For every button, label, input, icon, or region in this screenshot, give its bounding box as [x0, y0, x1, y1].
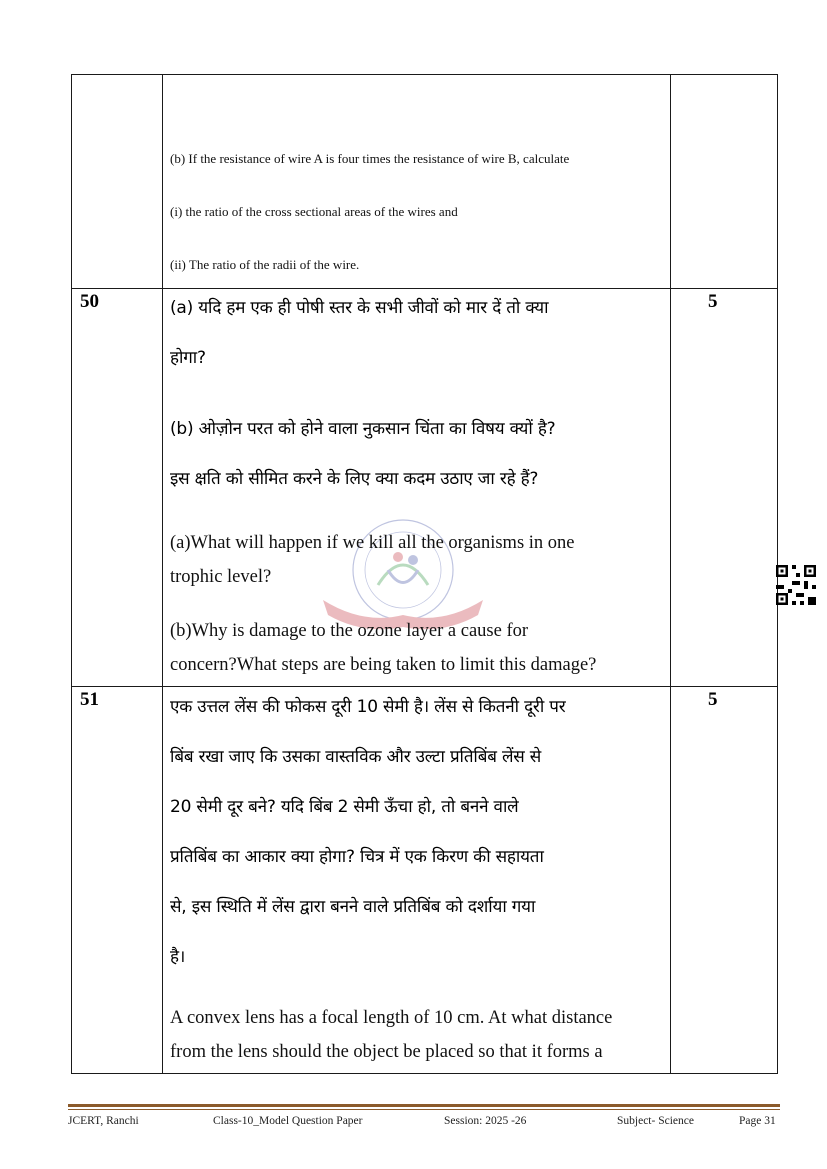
- footer-rule: [68, 1104, 780, 1107]
- q51-english-line2: from the lens should the object be placed so that it forms a: [170, 1042, 603, 1062]
- q51-english-line1: A convex lens has a focal length of 10 cm. At what distance: [170, 1008, 613, 1028]
- qr-code: [776, 565, 816, 605]
- q50-english-b-line2: concern?What steps are being taken to limit this damage?: [170, 655, 597, 675]
- q50-english-b-line1: (b)Why is damage to the ozone layer a cause for: [170, 621, 529, 641]
- column-divider-marks: [670, 74, 671, 1074]
- footer-paper-title: Class-10_Model Question Paper: [213, 1115, 363, 1127]
- table-border-left: [71, 74, 72, 1074]
- footer-page-number: Page 31: [739, 1115, 776, 1127]
- q50-hindi-b-line2: इस क्षति को सीमित करने के लिए क्या कदम उठाए जा रहे हैं?: [170, 469, 539, 489]
- row-divider-50: [71, 288, 778, 289]
- prev-question-part-i: (i) the ratio of the cross sectional areas of the wires and: [170, 204, 458, 219]
- q50-hindi-b-line1: (b) ओज़ोन परत को होने वाला नुकसान चिंता का विषय क्यों है?: [170, 419, 556, 439]
- footer-subject: Subject- Science: [617, 1115, 694, 1127]
- table-border-bottom: [71, 1073, 778, 1074]
- column-divider-number: [162, 74, 163, 1074]
- prev-question-part-ii: (ii) The ratio of the radii of the wire.: [170, 257, 360, 272]
- question-number-50: 50: [80, 291, 99, 312]
- q51-hindi-line2: बिंब रखा जाए कि उसका वास्तविक और उल्टा प्रतिबिंब लेंस से: [170, 747, 542, 767]
- q50-english-a-line2: trophic level?: [170, 567, 272, 587]
- prev-question-part-b: (b) If the resistance of wire A is four times the resistance of wire B, calculate: [170, 151, 570, 166]
- footer-session: Session: 2025 -26: [444, 1115, 527, 1127]
- table-border-top: [71, 74, 778, 75]
- q51-hindi-line4: प्रतिबिंब का आकार क्या होगा? चित्र में एक किरण की सहायता: [170, 847, 544, 867]
- q51-hindi-line5: से, इस स्थिति में लेंस द्वारा बनने वाले प्रतिबिंब को दर्शाया गया: [170, 897, 536, 917]
- q51-hindi-line1: एक उत्तल लेंस की फोकस दूरी 10 सेमी है। लेंस से कितनी दूरी पर: [170, 697, 566, 717]
- q50-hindi-a-line1: (a) यदि हम एक ही पोषी स्तर के सभी जीवों को मार दें तो क्या: [170, 298, 549, 318]
- footer-rule-thin: [68, 1109, 780, 1110]
- q51-hindi-line6: है।: [170, 947, 186, 967]
- q51-hindi-line3: 20 सेमी दूर बने? यदि बिंब 2 सेमी ऊँचा हो, तो बनने वाले: [170, 797, 519, 817]
- question-marks-51: 5: [708, 689, 718, 710]
- question-number-51: 51: [80, 689, 99, 710]
- q50-hindi-a-line2: होगा?: [170, 348, 206, 368]
- footer-org: JCERT, Ranchi: [68, 1115, 139, 1127]
- q50-english-a-line1: (a)What will happen if we kill all the organisms in one: [170, 533, 575, 553]
- question-marks-50: 5: [708, 291, 718, 312]
- row-divider-51: [71, 686, 778, 687]
